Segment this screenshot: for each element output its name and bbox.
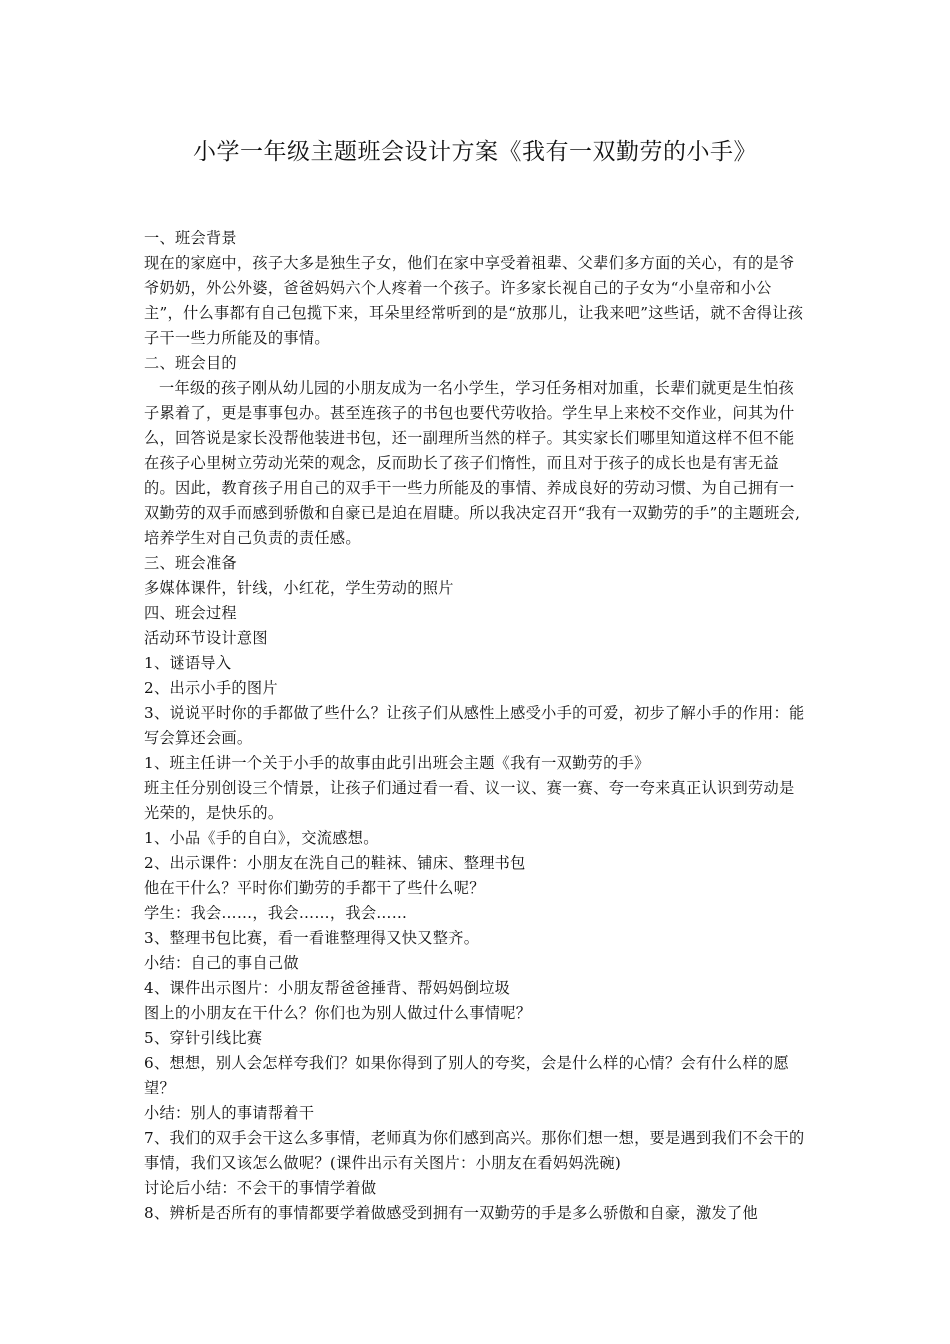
paragraph-summary: 小结：别人的事请帮着干 bbox=[144, 1104, 315, 1122]
paragraph-scenarios: 班主任分别创设三个情景，让孩子们通过看一看、议一议、赛一赛、夸一夸来真正认识到劳动是光荣的，是快乐的。 bbox=[144, 779, 795, 822]
paragraph-preparation: 多媒体课件，针线，小红花，学生劳动的照片 bbox=[144, 579, 454, 597]
section-heading-purpose: 二、班会目的 bbox=[144, 354, 237, 372]
list-item: 4、课件出示图片：小朋友帮爸爸捶背、帮妈妈倒垃圾 bbox=[144, 979, 511, 997]
list-item: 2、出示小手的图片 bbox=[144, 679, 278, 697]
list-item: 1、班主任讲一个关于小手的故事由此引出班会主题《我有一双勤劳的手》 bbox=[144, 754, 650, 772]
list-item: 3、整理书包比赛，看一看谁整理得又快又整齐。 bbox=[144, 929, 480, 947]
paragraph-student-answer: 学生：我会……，我会……，我会…… bbox=[144, 904, 408, 922]
paragraph-background: 现在的家庭中，孩子大多是独生子女，他们在家中享受着祖辈、父辈们多方面的关心，有的是爷爷奶奶，外公外婆，爸爸妈妈六个人疼着一个孩子。许多家长视自己的子女为“小皇帝和小公主”，什么事都有自己包揽下来，耳朵里经常听到的是“放那儿，让我来吧”这些话，就不舍得让孩子干一些力所能及的事情。 bbox=[144, 254, 804, 347]
section-heading-preparation: 三、班会准备 bbox=[144, 554, 237, 572]
document-title: 小学一年级主题班会设计方案《我有一双勤劳的小手》 bbox=[193, 139, 757, 165]
paragraph-activity-design: 活动环节设计意图 bbox=[144, 629, 268, 647]
list-item: 1、谜语导入 bbox=[144, 654, 232, 672]
section-heading-background: 一、班会背景 bbox=[144, 229, 237, 247]
list-item: 2、出示课件：小朋友在洗自己的鞋袜、铺床、整理书包 bbox=[144, 854, 526, 872]
section-heading-process: 四、班会过程 bbox=[144, 604, 237, 622]
paragraph-question: 他在干什么？平时你们勤劳的手都干了些什么呢？ bbox=[144, 879, 485, 897]
list-item: 3、说说平时你的手都做了些什么？让孩子们从感性上感受小手的可爱，初步了解小手的作用：能写会算还会画。 bbox=[144, 704, 805, 747]
list-item: 6、想想，别人会怎样夸我们？如果你得到了别人的夸奖，会是什么样的心情？会有什么样的愿望？ bbox=[144, 1054, 789, 1097]
paragraph-summary: 小结：自己的事自己做 bbox=[144, 954, 299, 972]
list-item: 5、穿针引线比赛 bbox=[144, 1029, 263, 1047]
list-item: 8、辨析是否所有的事情都要学着做感受到拥有一双勤劳的手是多么骄傲和自豪，激发了他 bbox=[144, 1204, 758, 1222]
list-item: 1、小品《手的自白》，交流感想。 bbox=[144, 829, 379, 847]
paragraph-purpose: 一年级的孩子刚从幼儿园的小朋友成为一名小学生，学习任务相对加重，长辈们就更是生怕孩子累着了，更是事事包办。甚至连孩子的书包也要代劳收拾。学生早上来校不交作业，问其为什么，回答说是家长没帮他装进书包，还一副理所当然的样子。其实家长们哪里知道这样不但不能在孩子心里树立劳动光荣的观念，反而助长了孩子们惰性，而且对于孩子的成长也是有害无益的。因此，教育孩子用自己的双手干一些力所能及的事情、养成良好的劳动习惯、为自己拥有一双勤劳的双手而感到骄傲和自豪已是迫在眉睫。所以我决定召开“我有一双勤劳的手”的主题班会,培养学生对自己负责的责任感。 bbox=[144, 379, 801, 547]
paragraph-question: 图上的小朋友在干什么？你们也为别人做过什么事情呢？ bbox=[144, 1004, 532, 1022]
list-item: 7、我们的双手会干这么多事情，老师真为你们感到高兴。那你们想一想，要是遇到我们不会干的事情，我们又该怎么做呢？(课件出示有关图片：小朋友在看妈妈洗碗) bbox=[144, 1129, 805, 1172]
paragraph-summary: 讨论后小结：不会干的事情学着做 bbox=[144, 1179, 377, 1197]
document-body bbox=[144, 226, 808, 1226]
